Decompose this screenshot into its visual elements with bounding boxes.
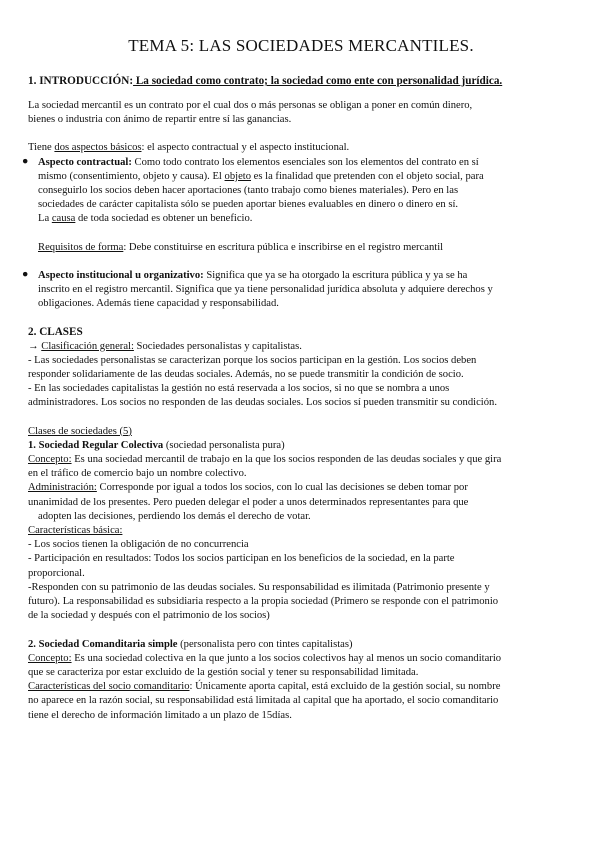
definition-line: La sociedad mercantil es un contrato por el cual dos o más personas se obligan a poner en común dinero, xyxy=(28,100,473,111)
text-line: -Responden con su patrimonio de las deudas sociales. Su responsabilidad es ilimitada (Patrimonio presente y xyxy=(28,581,490,593)
text-line: de la sociedad y después con el patrimonio de los socios) xyxy=(28,610,270,622)
src-title: 1. Sociedad Regular Colectiva (sociedad personalista pura) xyxy=(28,439,285,451)
text-line: Administración: Corresponde por igual a todos los socios, con lo cual las decisiones se deben tomar por xyxy=(28,482,468,494)
text-line: tiene el derecho de información limitado a un plazo de 15días. xyxy=(28,709,292,721)
text-line: administradores. Los socios no responden de las deudas sociales. Los socios sí pueden transmitir su condición. xyxy=(28,397,497,409)
text-line: proporcional. xyxy=(28,567,85,579)
clases-subheading: Clases de sociedades (5) xyxy=(28,425,132,437)
text-line: obligaciones. Además tiene capacidad y responsabilidad. xyxy=(38,298,279,310)
bullet-dot-icon: ● xyxy=(22,155,29,167)
text-line: mismo (consentimiento, objeto y causa). El objeto es la finalidad que pretenden con el objeto social, para xyxy=(38,170,484,182)
text-line: unanimidad de los presentes. Pero pueden delegar el poder a unos determinados representantes para que xyxy=(28,496,469,508)
arrow-icon: → xyxy=(28,340,42,352)
clases-heading: 2. CLASES xyxy=(28,326,83,339)
clasificacion-line: → Clasificación general: Sociedades personalistas y capitalistas. xyxy=(28,340,302,352)
text-line: adopten las decisiones, perdiendo los demás el derecho de votar. xyxy=(38,510,311,522)
text-line: - Las sociedades personalistas se caracterizan porque los socios participan en la gestión. Los socios deben xyxy=(28,354,477,366)
text-line: - Participación en resultados: Todos los socios participan en los beneficios de la sociedad, en la parte xyxy=(28,553,455,565)
intro-heading xyxy=(28,75,574,87)
institucional-bullet xyxy=(22,268,574,312)
definition-line: bienes o industria con ánimo de repartir entre sí las ganancias. xyxy=(28,114,292,126)
text-line: responder solidariamente de las deudas sociales. Además, no se puede transmitir la condición de socio. xyxy=(28,369,464,381)
text-line: - En las sociedades capitalistas la gestión no está reservada a los socios, si no que se nombra a unos xyxy=(28,383,450,395)
text-line: no aparece en la razón social, su responsabilidad está limitada al capital que ha aportado, el socio comanditario xyxy=(28,695,499,707)
text-line: sociedades de carácter capitalista sólo se pueden aportar bienes evaluables en dinero o dinero en sí. xyxy=(38,199,459,211)
contractual-bullet xyxy=(22,155,574,255)
document-title: TEMA 5: LAS SOCIEDADES MERCANTILES. xyxy=(128,36,474,55)
text-line: en el tráfico de comercio bajo un nombre colectivo. xyxy=(28,468,247,480)
text-line: Aspecto contractual: Como todo contrato los elementos esenciales son los elementos del contrato en sí xyxy=(38,156,479,168)
text-line: que se caracteriza por estar excluido de la gestión social y tener su responsabilidad limitada. xyxy=(28,666,419,678)
text-line: futuro). La responsabilidad es subsidiaria respecto a la propia sociedad (Primero se responde con el patrimonio xyxy=(28,596,499,608)
text-line: Aspecto institucional u organizativo: Significa que ya se ha otorgado la escritura pública y ya se ha xyxy=(38,269,468,281)
text-line: Concepto: Es una sociedad mercantil de trabajo en la que los socios responden de las deudas sociales y que gira xyxy=(28,454,502,466)
scs-title: 2. Sociedad Comanditaria simple (personalista pero con tintes capitalistas) xyxy=(28,638,353,650)
text-line: Características básica: xyxy=(28,525,123,537)
text-line: La causa de toda sociedad es obtener un beneficio. xyxy=(38,213,253,225)
intro-heading-number: 1. INTRODUCCIÓN: xyxy=(28,75,134,87)
text-line: inscrito en el registro mercantil. Significa que ya tiene personalidad jurídica absoluta y adquiere derechos y xyxy=(38,284,493,296)
text-line: - Los socios tienen la obligación de no concurrencia xyxy=(28,539,249,551)
text-line: Características del socio comanditario: Únicamente aporta capital, está excluido de la gestión social, su nombre xyxy=(28,681,501,693)
text-line: Concepto: Es una sociedad colectiva en la que junto a los socios colectivos hay al menos un socio comanditario xyxy=(28,652,502,664)
text-line: conseguirlo los socios deben hacer aportaciones (tanto trabajo como bienes materiales). Pero en las xyxy=(38,185,459,197)
bullet-dot-icon: ● xyxy=(22,268,29,280)
requisitos-line: Requisitos de forma: Debe constituirse en escritura pública e inscribirse en el registro mercantil xyxy=(38,241,444,253)
aspectos-line: Tiene dos aspectos básicos: el aspecto contractual y el aspecto institucional. xyxy=(28,142,350,154)
intro-heading-text: La sociedad como contrato; la sociedad como ente con personalidad jurídica. xyxy=(133,75,503,87)
